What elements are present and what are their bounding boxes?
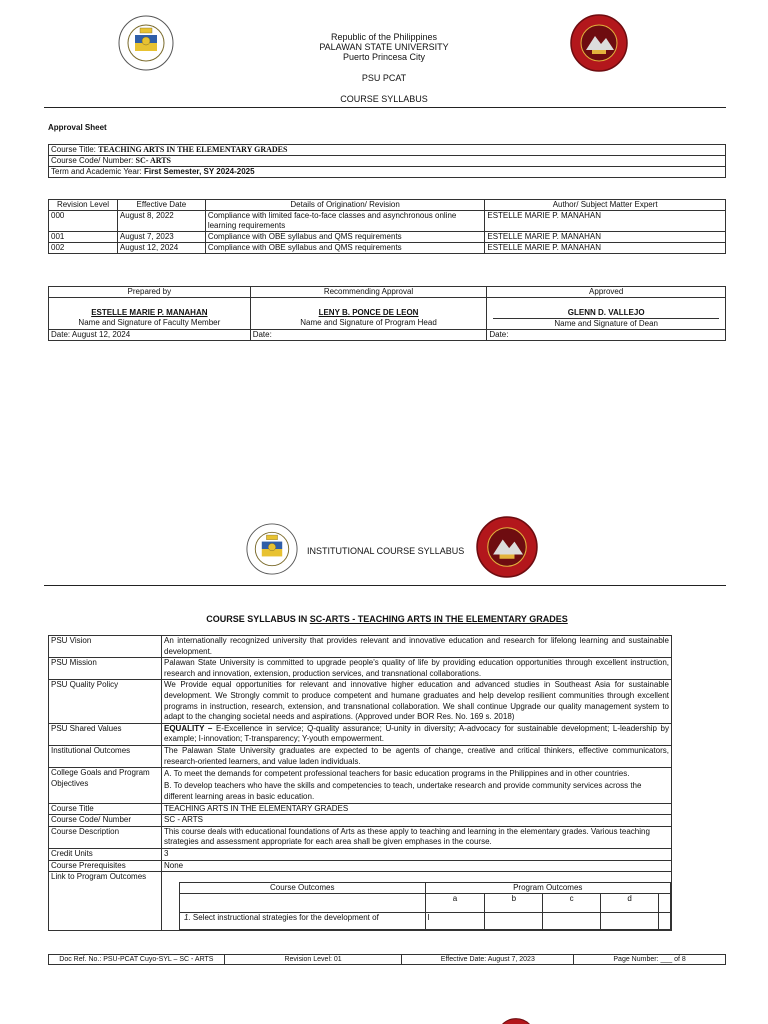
- header-divider: [44, 107, 726, 108]
- course-title-value: TEACHING ARTS IN THE ELEMENTARY GRADES: [98, 145, 288, 154]
- policy-text: We Provide equal opportunities for relevant and innovative higher education and advanced studies in Southeast Asia for sustainable development. We Strongly commit to produce competent and humane graduates and help develop resilient communities through excellent programs in instruction, research, extension, and transnational collaboration. We shall continue Upgrade our quality management system to adapt to the changing societal needs and aspirations. (Approved under BOR Res. No. 169 s. 2018): [162, 680, 672, 723]
- table-row: 1. Select instructional strategies for the development of I: [180, 913, 671, 930]
- preparer-date: Date: August 12, 2024: [49, 330, 251, 341]
- header-doc-title: COURSE SYLLABUS: [340, 94, 428, 104]
- header-university: PALAWAN STATE UNIVERSITY: [319, 42, 449, 52]
- link-row: Link to Program Outcomes Course Outcomes Program Outcomes a b c d 1. Select instructional strategies for the development of I: [49, 872, 672, 931]
- description-text: This course deals with educational foundations of Arts as these apply to teaching and learning in the elementary grades. Various teaching strategies and assessment appropriate for each area shall be given emphases in the course.: [162, 826, 672, 848]
- prereq-row: Course Prerequisites None: [49, 860, 672, 872]
- course-info-table: [48, 144, 726, 178]
- goals-row: College Goals and Program Objectives A. To meet the demands for competent professional teachers for basic education programs in the Philippines and in other countries. B. To develop teachers who have the skills and competencies to teach, undertake research and provide community services across the different learning areas in basic education.: [49, 768, 672, 804]
- page-number: Page Number: ___ of 8: [574, 955, 726, 965]
- recommender-role: Name and Signature of Program Head: [300, 318, 437, 327]
- term-value: First Semester, SY 2024-2025: [143, 167, 255, 176]
- syllabus-info-table: [48, 635, 672, 931]
- revision-header-date: Effective Date: [117, 200, 205, 211]
- psu-logo: [118, 15, 174, 71]
- syllabus-title-course: SC-ARTS - TEACHING ARTS IN THE ELEMENTARY GRADES: [309, 614, 568, 624]
- credits-row: Credit Units 3: [49, 849, 672, 861]
- header-college: PSU PCAT: [361, 73, 407, 83]
- revision-level: Revision Level: 01: [224, 955, 402, 965]
- course-code-value: SC- ARTS: [135, 156, 172, 165]
- preparer-role: Name and Signature of Faculty Member: [78, 318, 221, 327]
- credits-text: 3: [162, 849, 672, 861]
- course-title-row-2: Course Title TEACHING ARTS IN THE ELEMENTARY GRADES: [49, 803, 672, 815]
- course-title-text: TEACHING ARTS IN THE ELEMENTARY GRADES: [162, 803, 672, 815]
- mission-row: PSU Mission Palawan State University is committed to upgrade people's quality of life by providing education opportunities through excellent instruction, research and innovation, extension, production services, and transnational collaborations.: [49, 658, 672, 680]
- page-footer: [48, 954, 726, 965]
- doc-ref: Doc Ref. No.: PSU-PCAT Cuyo-SYL – SC - ARTS: [49, 955, 225, 965]
- values-row: PSU Shared Values EQUALITY – E-Excellence in service; Q-quality assurance; U-unity in diversity; A-advocacy for sustainable development; L-leadership by example; I-innovation; T-transparency; Y-youth empowerment.: [49, 723, 672, 745]
- recommender-name: LENY B. PONCE DE LEON: [318, 308, 419, 317]
- institutional-divider: [44, 585, 726, 586]
- revision-header-level: Revision Level: [49, 200, 118, 211]
- table-row: 002 August 12, 2024 Compliance with OBE syllabus and QMS requirements ESTELLE MARIE P. MANAHAN: [49, 243, 726, 254]
- po-header: Program Outcomes: [425, 883, 671, 894]
- revision-table: [48, 199, 726, 254]
- pcat-logo-2: [476, 516, 538, 578]
- header-republic: Republic of the Philippines: [330, 32, 438, 42]
- course-code-row-2: Course Code/ Number SC - ARTS: [49, 815, 672, 827]
- pcat-logo-3: [496, 1018, 536, 1024]
- mission-text: Palawan State University is committed to upgrade people's quality of life by providing education opportunities through excellent instruction, research and innovation, extension, production services, and transnational collaborations.: [162, 658, 672, 680]
- table-row: 001 August 7, 2023 Compliance with OBE syllabus and QMS requirements ESTELLE MARIE P. MANAHAN: [49, 232, 726, 243]
- approver-role: Name and Signature of Dean: [554, 319, 658, 328]
- preparer-name: ESTELLE MARIE P. MANAHAN: [91, 308, 208, 317]
- header-city: Puerto Princesa City: [342, 52, 426, 62]
- table-row: 000 August 8, 2022 Compliance with limited face-to-face classes and asynchronous online learning requirements ESTELLE MARIE P. MANAHAN: [49, 211, 726, 232]
- course-code-row: Course Code/ Number: SC- ARTS: [49, 156, 726, 167]
- goals-text: A. To meet the demands for competent professional teachers for basic education programs in the Philippines and in other countries. B. To develop teachers who have the skills and competencies to teach, undertake research and provide community services across the different learning areas in basic education.: [162, 768, 672, 804]
- vision-row: PSU Vision An internationally recognized university that provides relevant and innovative education and research for lifelong learning and sustainable development.: [49, 636, 672, 658]
- effective-date: Effective Date: August 7, 2023: [402, 955, 574, 965]
- pcat-logo: [570, 14, 628, 72]
- outcomes-matrix: Course Outcomes Program Outcomes a b c d 1. Select instructional strategies for the development of I: [179, 882, 671, 930]
- outcomes-text: The Palawan State University graduates are expected to be agents of change, creative and critical thinkers, effective communicators, research-oriented learners, and value laden individuals.: [162, 745, 672, 767]
- institutional-label: INSTITUTIONAL COURSE SYLLABUS: [307, 546, 465, 556]
- description-row: Course Description This course deals with educational foundations of Arts as these apply to teaching and learning in the elementary grades. Various teaching strategies and assessment appropriate for each area shall be given emphases in the course.: [49, 826, 672, 848]
- course-title-row: Course Title: TEACHING ARTS IN THE ELEMENTARY GRADES: [49, 145, 726, 156]
- approved-header: Approved: [487, 287, 726, 298]
- term-row: Term and Academic Year: First Semester, SY 2024-2025: [49, 167, 726, 178]
- values-text: EQUALITY – E-Excellence in service; Q-quality assurance; U-unity in diversity; A-advocacy for sustainable development; L-leadership by example; I-innovation; T-transparency; Y-youth empowerment.: [162, 723, 672, 745]
- vision-text: An internationally recognized university that provides relevant and innovative education and research for lifelong learning and sustainable development.: [162, 636, 672, 658]
- revision-header-details: Details of Origination/ Revision: [205, 200, 485, 211]
- psu-logo-2: [246, 523, 298, 575]
- approver-name: GLENN D. VALLEJO: [493, 308, 719, 319]
- syllabus-title: COURSE SYLLABUS IN SC-ARTS - TEACHING ARTS IN THE ELEMENTARY GRADES: [206, 614, 568, 624]
- recommender-date: Date:: [250, 330, 487, 341]
- recommending-header: Recommending Approval: [250, 287, 487, 298]
- signature-table: [48, 286, 726, 341]
- prereq-text: None: [162, 860, 672, 872]
- prepared-by-header: Prepared by: [49, 287, 251, 298]
- course-code-text: SC - ARTS: [162, 815, 672, 827]
- policy-row: PSU Quality Policy We Provide equal opportunities for relevant and innovative higher education and advanced studies in Southeast Asia for sustainable development. We Strongly commit to produce competent and humane graduates and help develop resilient communities through excellent programs in instruction, research, extension, and transnational collaboration. We shall continue Upgrade our quality management system to adapt to the changing societal needs and aspirations. (Approved under BOR Res. No. 169 s. 2018): [49, 680, 672, 723]
- revision-header-author: Author/ Subject Matter Expert: [485, 200, 726, 211]
- outcomes-row: Institutional Outcomes The Palawan State University graduates are expected to be agents of change, creative and critical thinkers, effective communicators, research-oriented learners, and value laden individuals.: [49, 745, 672, 767]
- co-header: Course Outcomes: [180, 883, 426, 894]
- approver-date: Date:: [487, 330, 726, 341]
- approval-heading: Approval Sheet: [48, 123, 107, 132]
